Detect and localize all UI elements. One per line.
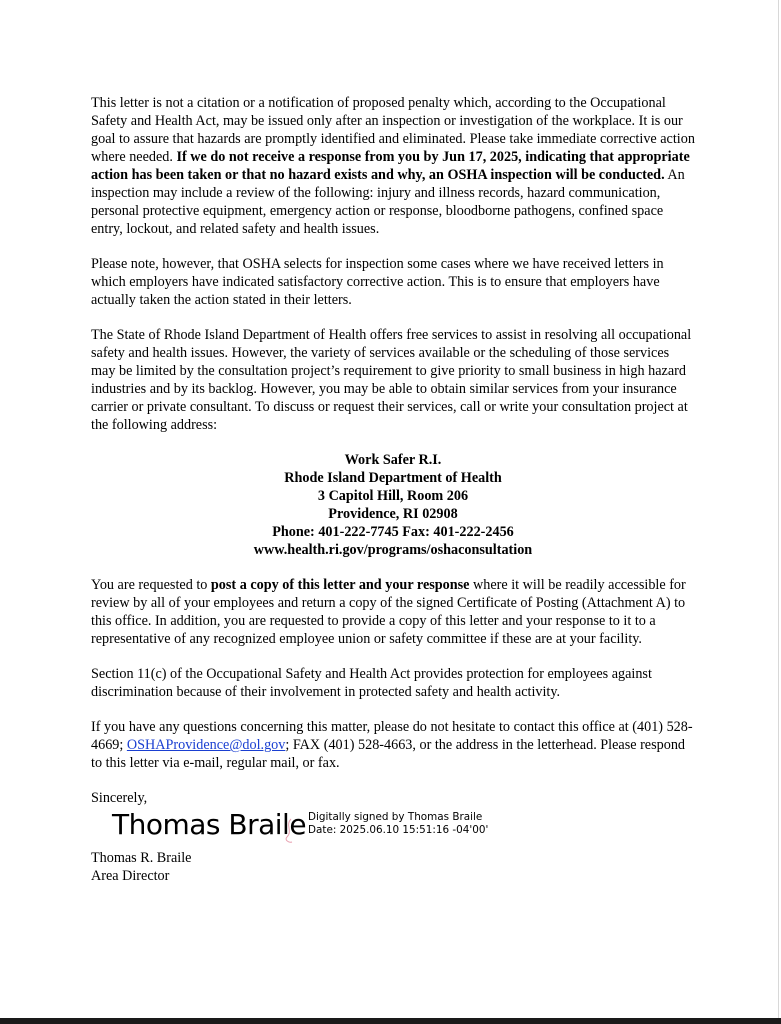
response-deadline-text: If we do not receive a response from you by Jun 17, 2025, indicating that appropriate action has been taken or that no hazard exists and why, an OSHA inspection will be conducted.: [91, 149, 690, 183]
address-org: Work Safer R.I.: [344, 452, 442, 468]
address-street: 3 Capitol Hill, Room 206: [317, 488, 469, 504]
signature-date: Date: 2025.06.10 15:51:16 -04'00': [308, 824, 489, 836]
address-website: www.health.ri.gov/programs/oshaconsultation: [253, 542, 533, 558]
paragraph-inspection-note: Please note, however, that OSHA selects for inspection some cases where we have received letters in which employers have indicated satisfactory corrective action. This is to ensure that employers have actually taken the action stated in their letters.: [91, 256, 664, 308]
signer-name: Thomas R. Braile: [91, 850, 192, 866]
paragraph-response-notice: This letter is not a citation or a notification of proposed penalty which, according to the Occupational Safety and Health Act, may be issued only after an inspection or investigation of the workplace. It is our goal to assure that hazards are promptly identified and eliminated. Please take immediate corrective action where needed. If we do not receive a response from you by Jun 17, 2025, indicating that appropriate action has been taken or that no hazard exists and why, an OSHA inspection will be conducted. An inspection may include a review of the following: injury and illness records, hazard communication, personal protective equipment, emergency action or response, bloodborne pathogens, confined space entry, lockout, and related safety and health issues.: [91, 95, 695, 237]
bottom-edge-bar: [0, 1018, 781, 1024]
paragraph-consultation-services: The State of Rhode Island Department of Health offers free services to assist in resolving all occupational safety and health issues. However, the variety of services available or the scheduling of those services may be limited by the consultation project’s requirement to give priority to small business in high hazard industries and by its backlog. However, you may be able to obtain similar services from your insurance carrier or private consultant. To discuss or request their services, call or write your consultation project at the following address:: [91, 327, 692, 433]
letter-body: [91, 94, 695, 885]
email-link[interactable]: OSHAProvidence@dol.gov: [126, 737, 286, 753]
signature-name: Thomas Braile: [112, 808, 307, 841]
paragraph-section-11c: Section 11(c) of the Occupational Safety and Health Act provides protection for employees against discrimination because of their involvement in protected safety and health activity.: [91, 666, 652, 700]
address-department: Rhode Island Department of Health: [284, 470, 502, 486]
signature-details: [308, 811, 488, 837]
address-phone-fax: Phone: 401-222-7745 Fax: 401-222-2456: [272, 524, 514, 540]
paragraph-posting-request: You are requested to post a copy of this letter and your response where it will be readily accessible for review by all of your employees and return a copy of the signed Certificate of Posting (Attachment A) to this office. In addition, you are requested to provide a copy of this letter and your response to it to a representative of any recognized employee union or safety committee if these are at your facility.: [91, 577, 686, 647]
closing: Sincerely,: [91, 790, 148, 806]
digital-signature[interactable]: [91, 809, 695, 849]
address-city: Providence, RI 02908: [328, 506, 458, 522]
signature-signed-by: Digitally signed by Thomas Braile: [308, 811, 483, 823]
paragraph-contact: If you have any questions concerning this matter, please do not hesitate to contact this office at (401) 528-4669; OSHAProvidence@dol.gov; FAX (401) 528-4663, or the address in the letterhead. Please respond to this letter via e-mail, regular mail, or fax.: [91, 719, 693, 771]
signature-mark-icon: [281, 817, 295, 845]
signer-title: Area Director: [91, 868, 170, 884]
consultation-address: [91, 451, 695, 559]
